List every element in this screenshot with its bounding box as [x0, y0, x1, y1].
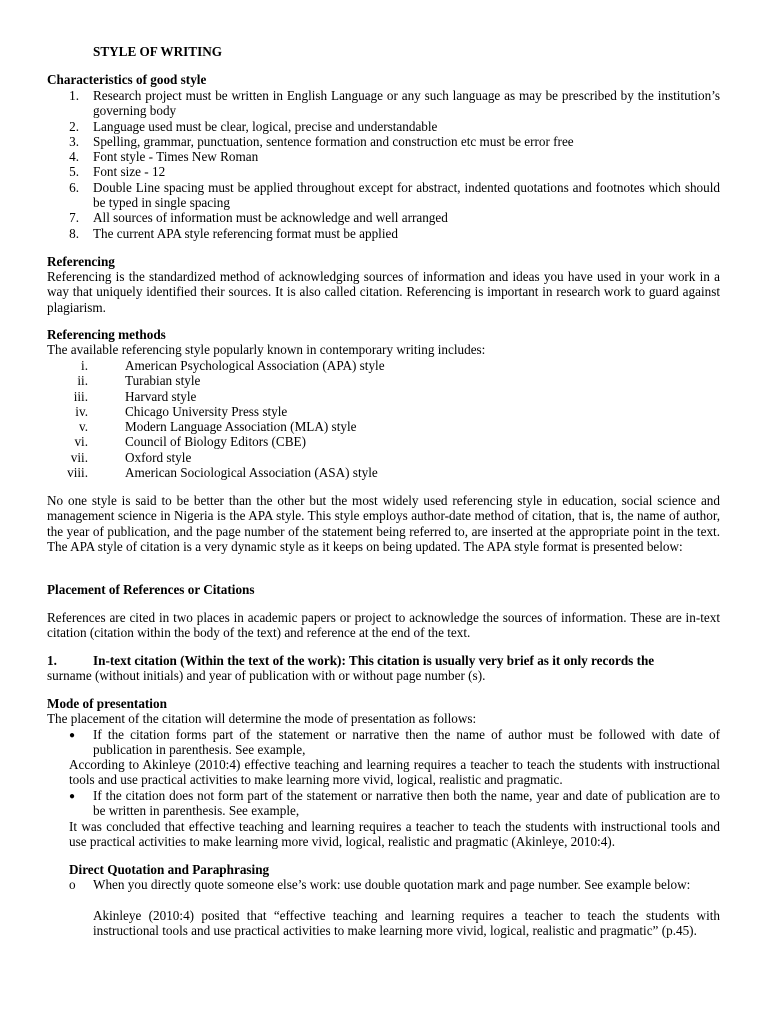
list-item-number: 3. — [69, 134, 79, 149]
bullet-marker: ● — [69, 791, 76, 802]
intext-continuation: surname (without initials) and year of publication with or without page number (s). — [47, 668, 486, 683]
list-item-number: 4. — [69, 149, 79, 164]
list-item-number: 7. — [69, 210, 79, 225]
list-item-text: Spelling, grammar, punctuation, sentence formation and construction etc must be error free — [93, 134, 574, 149]
list-item-number: 6. — [69, 180, 79, 195]
referencing-heading: Referencing — [47, 254, 115, 269]
bullet-text: When you directly quote someone else’s work: use double quotation mark and page number. See example below: — [93, 877, 691, 892]
list-item-text: Chicago University Press style — [125, 404, 288, 419]
bullet-marker: o — [69, 877, 76, 892]
mode-intro: The placement of the citation will determine the mode of presentation as follows: — [47, 711, 477, 726]
list-item-number: 8. — [69, 226, 79, 241]
list-item-text: Font size - 12 — [93, 164, 166, 179]
list-item-text: Modern Language Association (MLA) style — [125, 419, 357, 434]
list-item-number: v. — [78, 419, 88, 434]
list-item-text: Council of Biology Editors (CBE) — [125, 434, 306, 449]
example-paragraph: It was concluded that effective teaching and learning requires a teacher to teach the students with instructional tools and use practical activities to make learning more vivid, logical, realistic and pragmatic (Akinleye, 2010:4). — [69, 819, 720, 850]
list-item-number: 5. — [69, 164, 79, 179]
bullet-marker: ● — [69, 730, 76, 741]
list-item-number: ii. — [77, 373, 88, 388]
list-item-text: The current APA style referencing format must be applied — [93, 226, 398, 241]
example-paragraph: According to Akinleye (2010:4) effective teaching and learning requires a teacher to teach the students with instructional tools and use practical activities to make learning more vivid, logical, realistic and pragmatic. — [69, 757, 720, 788]
list-item-text: American Psychological Association (APA) style — [125, 358, 385, 373]
list-item-number: 1. — [69, 88, 79, 103]
page-title: STYLE OF WRITING — [93, 44, 222, 59]
intext-number: 1. — [47, 653, 57, 668]
referencing-paragraph: Referencing is the standardized method of acknowledging sources of information and ideas you have used in your work in a way that uniquely identified their sources. It is also called citation. Referencing is important in research work to guard against plagiarism. — [47, 269, 720, 315]
placement-heading: Placement of References or Citations — [47, 582, 255, 597]
methods-intro: The available referencing style popularly known in contemporary writing includes: — [47, 342, 486, 357]
list-item-text: All sources of information must be acknowledge and well arranged — [93, 210, 448, 225]
list-item-text: Oxford style — [125, 450, 192, 465]
placement-paragraph: References are cited in two places in academic papers or project to acknowledge the sources of information. These are in-text citation (citation within the body of the text) and reference at the end of the text. — [47, 610, 720, 641]
list-item — [47, 88, 720, 119]
list-item-number: iii. — [73, 389, 88, 404]
direct-quotation-heading: Direct Quotation and Paraphrasing — [69, 862, 270, 877]
list-item-number: vii. — [70, 450, 88, 465]
list-item-text: Turabian style — [125, 373, 201, 388]
mode-heading: Mode of presentation — [47, 696, 167, 711]
characteristics-heading: Characteristics of good style — [47, 72, 207, 87]
list-item-number: viii. — [67, 465, 88, 480]
methods-heading: Referencing methods — [47, 327, 166, 342]
list-item-text: Research project must be written in English Language or any such language as may be prescribed by the institution’s governing body — [93, 88, 720, 119]
intext-heading: In-text citation (Within the text of the work): This citation is usually very brief as it only records the — [93, 653, 655, 668]
list-item-text: Language used must be clear, logical, precise and understandable — [93, 119, 438, 134]
list-item-text: Font style - Times New Roman — [93, 149, 259, 164]
list-item-text: Harvard style — [125, 389, 197, 404]
list-item-number: iv. — [75, 404, 88, 419]
bullet-text: If the citation forms part of the statement or narrative then the name of author must be followed with date of publication in parenthesis. See example, — [93, 727, 720, 758]
quote-example-paragraph: Akinleye (2010:4) posited that “effective teaching and learning requires a teacher to teach the students with instructional tools and use practical activities to make learning more vivid, logical, realistic and pragmatic” (p.45). — [93, 908, 720, 939]
list-item-number: i. — [81, 358, 88, 373]
methods-closing-paragraph: No one style is said to be better than the other but the most widely used referencing style in education, social science and management science in Nigeria is the APA style. This style employs author-date method of citation, that is, the name of author, the year of publication, and the page number of the statement being referred to, are inserted at the appropriate point in the text. The APA style of citation is a very dynamic style as it keeps on being updated. The APA style format is presented below: — [47, 493, 720, 555]
list-item-number: vi. — [74, 434, 88, 449]
list-item-text: American Sociological Association (ASA) style — [125, 465, 378, 480]
list-item-text: Double Line spacing must be applied throughout except for abstract, indented quotations and footnotes which should be typed in single spacing — [93, 180, 720, 211]
list-item-number: 2. — [69, 119, 79, 134]
bullet-text: If the citation does not form part of the statement or narrative then both the name, year and date of publication are to be written in parenthesis. See example, — [93, 788, 720, 819]
